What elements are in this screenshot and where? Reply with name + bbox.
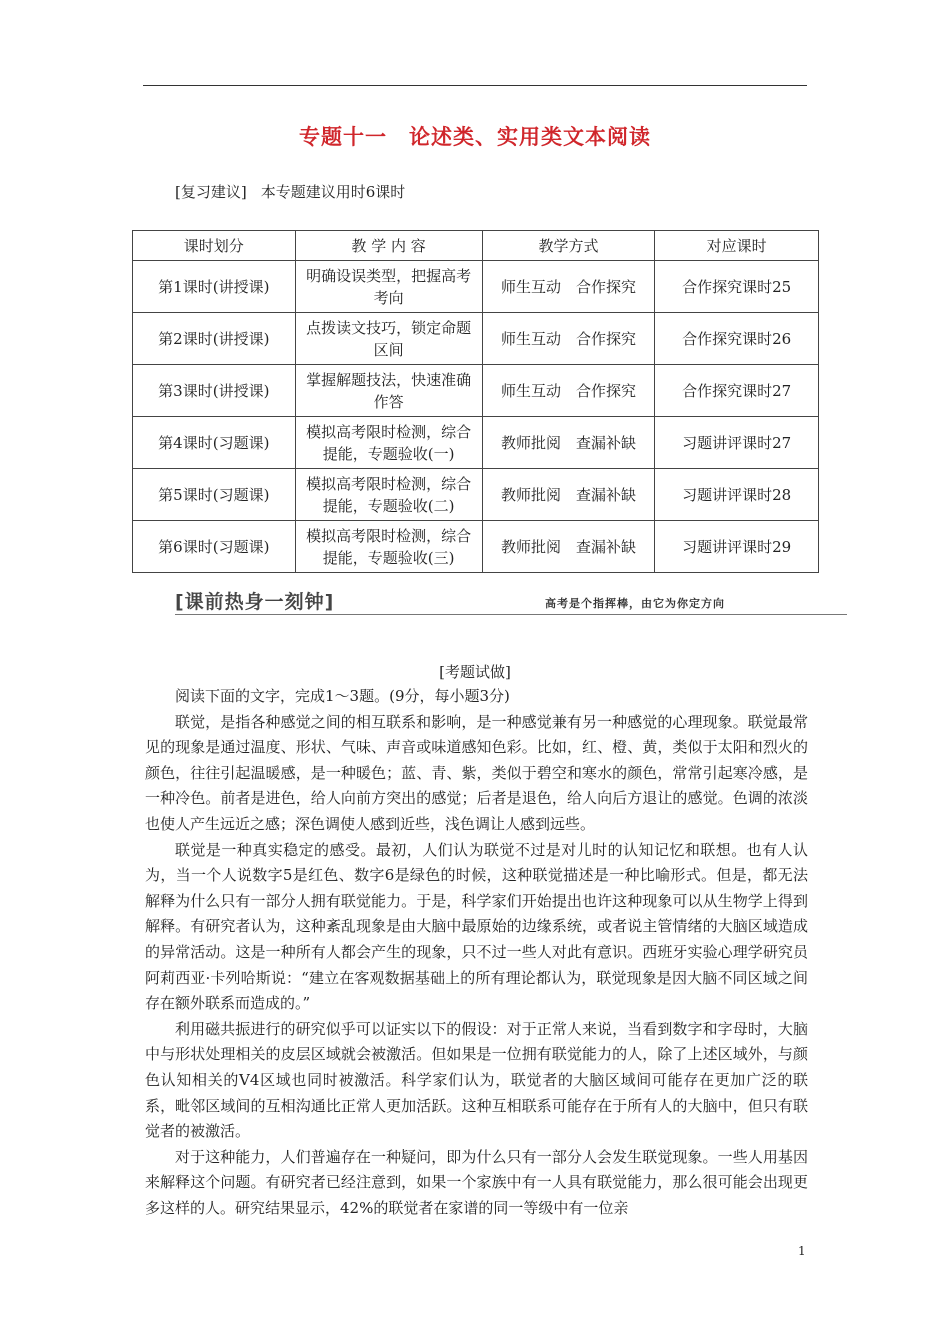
passage-paragraph: 联觉，是指各种感觉之间的相互联系和影响，是一种感觉兼有另一种感觉的心理现象。联觉最常见的现象是通过温度、形状、气味、声音或味道感知色彩。比如，红、橙、黄，类似于太阳和烈火的颜色，往往引起温暖感，是一种暖色；蓝、青、紫，类似于碧空和寒水的颜色，常常引起寒冷感，是一种冷色。前者是进色，给人向前方突出的感觉；后者是退色，给人向后方退让的感觉。色调的浓淡也使人产生远近之感；深色调使人感到近些，浅色调让人感到远些。 — [145, 712, 808, 833]
cell-content: 模拟高考限时检测，综合提能，专题验收(二) — [295, 469, 482, 521]
cell-content: 模拟高考限时检测，综合提能，专题验收(一) — [295, 417, 482, 469]
cell-content: 明确设误类型，把握高考考向 — [295, 261, 482, 313]
banner-title: [课前热身一刻钟] — [175, 591, 335, 613]
cell-method: 教师批阅 查漏补缺 — [482, 521, 655, 573]
cell-method: 师生互动 合作探究 — [482, 365, 655, 417]
passage-intro: 阅读下面的文字，完成1～3题。(9分，每小题3分) — [175, 687, 510, 705]
passage-paragraph: 利用磁共振进行的研究似乎可以证实以下的假设：对于正常人来说，当看到数字和字母时，大脑中与形状处理相关的皮层区域就会被激活。但如果是一位拥有联觉能力的人，除了上述区域外，与颜色认知相关的V4区域也同时被激活。科学家们认为，联觉者的大脑区域间可能存在更加广泛的联系，毗邻区域间的互相沟通比正常人更加活跃。这种互相联系可能存在于所有人的大脑中，但只有联觉者的被激活。 — [145, 1019, 808, 1141]
table-row — [133, 417, 819, 469]
cell-period: 第6课时(习题课) — [133, 521, 296, 573]
header-rule — [143, 85, 807, 86]
cell-method: 教师批阅 查漏补缺 — [482, 469, 655, 521]
page-title: 专题十一 论述类、实用类文本阅读 — [299, 125, 651, 149]
header-period: 课时划分 — [133, 231, 296, 261]
cell-period: 第2课时(讲授课) — [133, 313, 296, 365]
table-row — [133, 261, 819, 313]
cell-period: 第3课时(讲授课) — [133, 365, 296, 417]
table-header-row — [133, 231, 819, 261]
warmup-banner — [175, 585, 847, 615]
table-row — [133, 313, 819, 365]
table-row — [133, 469, 819, 521]
cell-period: 第5课时(习题课) — [133, 469, 296, 521]
passage-paragraph: 对于这种能力，人们普遍存在一种疑问，即为什么只有一部分人会发生联觉现象。一些人用基因来解释这个问题。有研究者已经注意到，如果一个家族中有一人具有联觉能力，那么很可能会出现更多这样的人。研究结果显示，42%的联觉者在家谱的同一等级中有一位亲 — [145, 1147, 808, 1217]
header-content: 教 学 内 容 — [295, 231, 482, 261]
schedule-table — [132, 230, 819, 573]
cell-lesson: 合作探究课时25 — [655, 261, 819, 313]
cell-content: 模拟高考限时检测，综合提能，专题验收(三) — [295, 521, 482, 573]
table-row — [133, 521, 819, 573]
cell-period: 第1课时(讲授课) — [133, 261, 296, 313]
cell-content: 掌握解题技法，快速准确作答 — [295, 365, 482, 417]
banner-slogan: 高考是个指挥棒，由它为你定方向 — [545, 597, 725, 610]
cell-lesson: 习题讲评课时29 — [655, 521, 819, 573]
cell-lesson: 习题讲评课时28 — [655, 469, 819, 521]
reading-passage — [145, 684, 808, 1221]
table-row — [133, 365, 819, 417]
advice-text: 本专题建议用时6课时 — [260, 183, 406, 201]
cell-lesson: 合作探究课时27 — [655, 365, 819, 417]
cell-method: 教师批阅 查漏补缺 — [482, 417, 655, 469]
cell-method: 师生互动 合作探究 — [482, 313, 655, 365]
cell-method: 师生互动 合作探究 — [482, 261, 655, 313]
cell-content: 点拨读文技巧，锁定命题区间 — [295, 313, 482, 365]
cell-lesson: 习题讲评课时27 — [655, 417, 819, 469]
cell-lesson: 合作探究课时26 — [655, 313, 819, 365]
passage-paragraph: 联觉是一种真实稳定的感受。最初，人们认为联觉不过是对儿时的认知记忆和联想。也有人认为，当一个人说数字5是红色、数字6是绿色的时候，这种联觉描述是一种比喻形式。但是，都无法解释为什么只有一部分人拥有联觉能力。于是，科学家们开始提出也许这种现象可以从生物学上得到解释。有研究者认为，这种紊乱现象是由大脑中最原始的边缘系统，或者说主管情绪的大脑区域造成的异常活动。这是一种所有人都会产生的现象，只不过一些人对此有意识。西班牙实验心理学研究员阿莉西亚·卡列哈斯说：“建立在客观数据基础上的所有理论都认为，联觉现象是因大脑不同区域之间存在额外联系而造成的。” — [145, 840, 808, 1013]
advice-label: [复习建议] — [175, 183, 247, 201]
review-advice — [175, 181, 405, 202]
header-lesson: 对应课时 — [655, 231, 819, 261]
header-method: 教学方式 — [482, 231, 655, 261]
cell-period: 第4课时(习题课) — [133, 417, 296, 469]
banner-rule — [175, 614, 847, 615]
section-heading: [考题试做] — [439, 663, 511, 681]
page-number: 1 — [798, 1244, 806, 1258]
